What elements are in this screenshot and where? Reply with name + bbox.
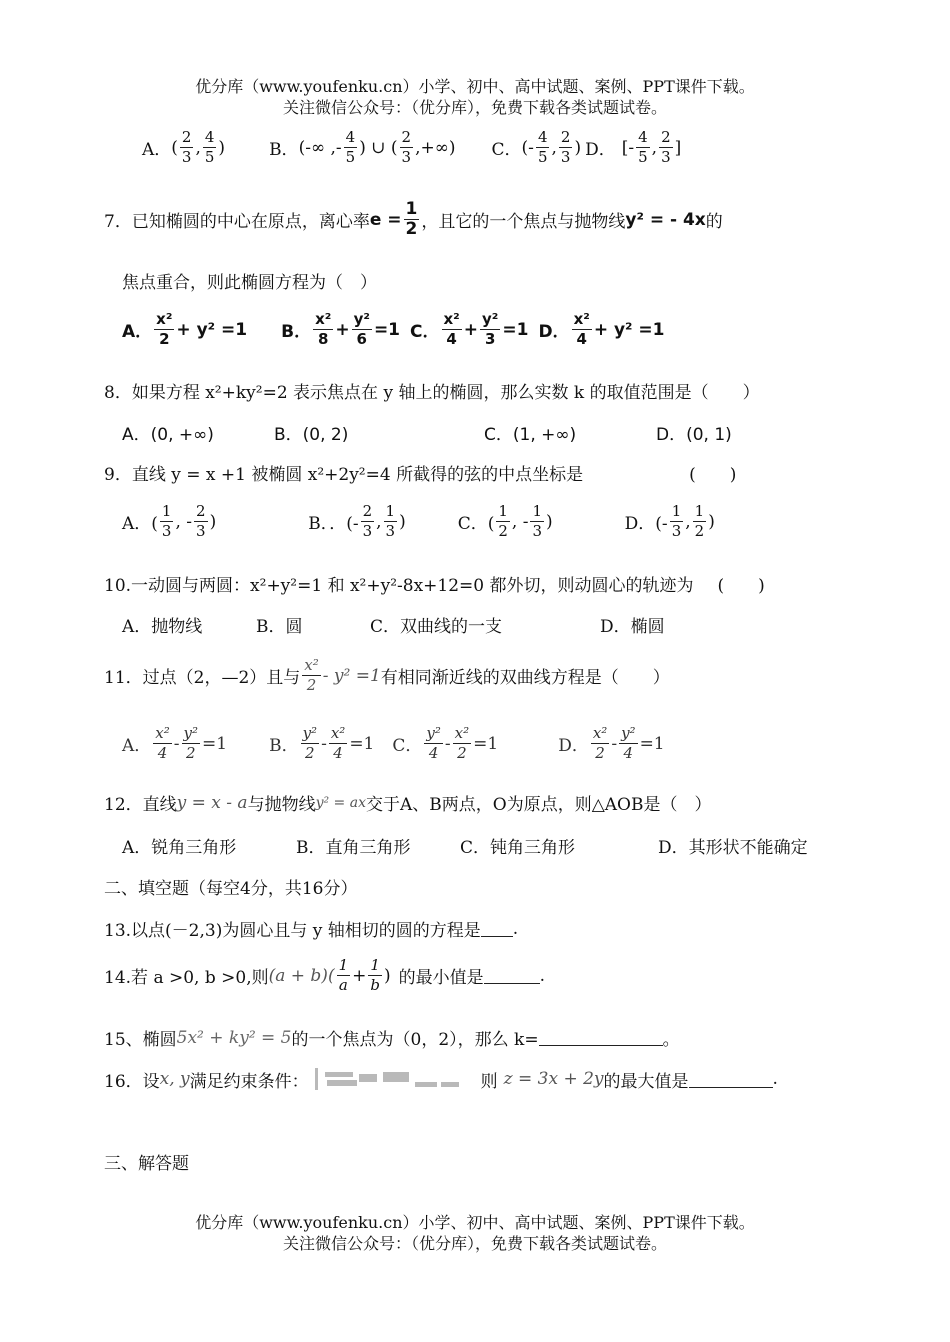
fraction <box>636 128 650 167</box>
question-text: 焦点重合，则此椭圆方程为（ ） <box>122 273 377 293</box>
fraction <box>302 656 320 695</box>
numerator: 1 <box>370 956 380 974</box>
equals-one: =1 <box>202 733 228 754</box>
question-text: 15、椭圆 <box>104 1030 177 1050</box>
numerator: y² <box>482 310 499 328</box>
question-text: 12．直线 <box>104 795 177 815</box>
denominator: 5 <box>638 148 648 166</box>
separator: , - <box>175 511 193 532</box>
fraction <box>530 502 544 541</box>
comma: , <box>651 137 658 158</box>
paren: ) <box>218 137 226 158</box>
q12-stem <box>104 790 711 815</box>
section-heading-fill-in <box>104 874 357 899</box>
denominator: 2 <box>498 522 508 540</box>
interval-text: ] <box>674 137 682 158</box>
header-line-1: 优分库（www.youfenku.cn）小学、初中、高中试题、案例、PPT课件下载。 <box>195 77 755 96</box>
q11-stem <box>104 656 670 695</box>
denominator: 3 <box>401 148 412 166</box>
equals-one: =1 <box>639 733 665 754</box>
option-b-label: B． <box>281 322 312 342</box>
numerator: y² <box>302 724 318 742</box>
q9-stem <box>104 460 736 485</box>
comma: , <box>195 137 201 158</box>
option-a-label: A． <box>122 322 153 342</box>
numerator: 1 <box>532 502 543 520</box>
question-text: 13.以点(－2,3)为圆心且与 y 轴相切的圆的方程是 <box>104 921 481 941</box>
paren: ) <box>708 511 715 532</box>
option-b-label: B． <box>269 736 299 756</box>
numerator: 4 <box>345 128 356 146</box>
denominator: 3 <box>362 522 373 540</box>
numerator: y² <box>183 724 199 742</box>
denominator: a <box>338 976 348 994</box>
numerator: 1 <box>498 502 508 520</box>
numerator: x² <box>592 724 608 742</box>
question-text: 的最大值是 <box>603 1071 689 1092</box>
denominator: 4 <box>333 744 343 762</box>
separator: , <box>376 511 382 532</box>
q11-options <box>122 724 665 763</box>
numerator: x² <box>443 310 460 328</box>
denominator: 2 <box>305 744 315 762</box>
denominator: 2 <box>694 522 705 540</box>
equation-text: =1 <box>502 319 529 340</box>
option-c: C．双曲线的一支 <box>370 617 503 637</box>
fraction <box>404 200 420 239</box>
denominator: 3 <box>196 522 206 540</box>
interval-text: (- <box>521 137 534 158</box>
question-text: 交于A、B两点，O为原点，则△AOB是（ ） <box>365 795 712 815</box>
fraction <box>182 724 201 763</box>
denominator: 3 <box>385 522 396 540</box>
numerator: 1 <box>405 199 418 219</box>
minus-sign: - <box>173 733 180 754</box>
q13-stem <box>104 916 518 941</box>
numerator: y² <box>353 310 370 328</box>
option-b: B．圆 <box>256 617 303 637</box>
numerator: 4 <box>638 128 648 146</box>
question-text: 16．设 <box>104 1071 160 1092</box>
answer-blank[interactable] <box>481 920 513 937</box>
denominator: 2 <box>405 219 418 239</box>
denominator: 6 <box>356 330 367 348</box>
fraction <box>619 724 638 763</box>
option-a: A．抛物线 <box>122 617 203 637</box>
denominator: 3 <box>560 148 571 166</box>
fraction <box>536 128 550 167</box>
interval-text: [- <box>621 137 635 158</box>
fraction <box>154 310 174 349</box>
denominator: 4 <box>428 744 439 762</box>
fraction <box>180 128 194 167</box>
paren: ) <box>399 511 406 532</box>
denominator: 3 <box>532 522 543 540</box>
option-b-label: B．．(- <box>308 514 359 534</box>
fraction <box>329 724 347 763</box>
option-a-label: A． <box>142 140 172 160</box>
fraction <box>203 128 217 167</box>
option-b: B．直角三角形 <box>296 838 411 858</box>
numerator: x² <box>330 724 346 742</box>
fraction <box>424 724 443 763</box>
q10-stem <box>104 571 765 596</box>
numerator: 1 <box>385 502 396 520</box>
fraction <box>194 502 208 541</box>
numerator: 1 <box>671 502 682 520</box>
denominator: 3 <box>181 148 192 166</box>
option-a: A．锐角三角形 <box>122 838 237 858</box>
plus-sign: + <box>335 319 350 340</box>
plus-sign: + <box>463 319 478 340</box>
answer-blank[interactable] <box>689 1071 773 1088</box>
equation-text: + y² =1 <box>593 319 665 340</box>
numerator: y² <box>426 724 441 742</box>
answer-blank[interactable] <box>539 1029 663 1046</box>
footer-line-2: 关注微信公众号：（优分库），免费下载各类试题试卷。 <box>282 1234 667 1253</box>
fraction <box>352 310 372 349</box>
numerator: 4 <box>204 128 215 146</box>
option-c: C．(1, +∞) <box>484 425 577 445</box>
answer-paren: ( ) <box>689 465 737 485</box>
ellipse-equation: 5x² + ky² = 5 <box>176 1027 292 1048</box>
question-text: 的一个焦点为（0，2），那么 k= <box>291 1030 539 1050</box>
question-text: 满足约束条件： <box>189 1071 309 1092</box>
parabola-equation: y² = ax <box>315 794 366 811</box>
fraction <box>313 310 333 349</box>
q6-options <box>142 128 681 167</box>
numerator: 2 <box>362 502 373 520</box>
question-text: 9．直线 y = x +1 被椭圆 x²+2y²=4 所截得的弦的中点坐标是 <box>104 465 584 485</box>
denominator: 2 <box>457 744 467 762</box>
numerator: x² <box>155 724 170 742</box>
fraction <box>384 502 398 541</box>
option-c-label: C． <box>410 322 440 342</box>
numerator: 2 <box>401 128 412 146</box>
numerator: 1 <box>694 502 705 520</box>
numerator: 4 <box>537 128 548 146</box>
numerator: 1 <box>161 502 172 520</box>
denominator: 5 <box>345 148 356 166</box>
numerator: x² <box>304 656 319 674</box>
denominator: 8 <box>317 330 329 348</box>
header-line-2: 关注微信公众号：（优分库），免费下载各类试题试卷。 <box>282 98 667 117</box>
option-d-label: D． <box>538 322 570 342</box>
option-a: A．(0, +∞) <box>122 425 214 445</box>
answer-paren: ( ) <box>717 576 765 596</box>
denominator: 2 <box>185 744 196 762</box>
equation-text: =1 <box>373 319 401 340</box>
denominator: 3 <box>161 522 172 540</box>
fraction <box>480 310 500 349</box>
section-title: 二、填空题（每空4分，共16分） <box>104 879 358 899</box>
q12-options <box>122 833 808 858</box>
constraint-image <box>315 1066 475 1092</box>
expression: (a + b)( <box>268 965 335 986</box>
interval-text: (-∞ ,- <box>298 137 342 158</box>
denominator: 4 <box>623 744 634 762</box>
union-text: ) ∪ ( <box>359 137 398 158</box>
denominator: 3 <box>661 148 671 166</box>
option-a-label: A．( <box>122 514 158 534</box>
fraction <box>442 310 462 349</box>
q7-stem <box>104 200 723 239</box>
equals-one: =1 <box>349 733 375 754</box>
fraction <box>453 724 471 763</box>
option-c-label: C． <box>392 736 423 756</box>
paren: ) <box>209 511 217 532</box>
option-d: D．其形状不能确定 <box>658 838 808 858</box>
minus-sign: - <box>444 733 451 754</box>
numerator: x² <box>156 310 173 328</box>
q8-options <box>122 420 732 445</box>
comma: , <box>551 137 557 158</box>
fraction <box>337 956 351 995</box>
fraction <box>301 724 320 763</box>
numerator: 2 <box>196 502 206 520</box>
fraction <box>572 310 592 349</box>
option-b-label: B． <box>269 140 299 160</box>
fraction <box>344 128 358 167</box>
paren: ) <box>383 965 391 986</box>
q7-stem-2 <box>122 268 377 293</box>
q14-stem <box>104 956 545 995</box>
denominator: 4 <box>446 330 457 348</box>
numerator: y² <box>621 724 636 742</box>
answer-blank[interactable] <box>484 967 540 984</box>
fraction <box>361 502 375 541</box>
section-title: 三、解答题 <box>104 1154 189 1174</box>
question-text: 14.若 a >0, b >0,则 <box>104 968 269 988</box>
fraction <box>368 956 382 995</box>
q16-stem <box>104 1066 778 1092</box>
page-header <box>0 76 950 118</box>
q10-options <box>122 612 665 637</box>
fraction <box>670 502 684 541</box>
fraction <box>153 724 171 763</box>
q7-options <box>122 310 665 349</box>
question-text: 7．已知椭圆的中心在原点，离心率 <box>104 212 370 232</box>
numerator: x² <box>454 724 470 742</box>
footer-line-1: 优分库（www.youfenku.cn）小学、初中、高中试题、案例、PPT课件下载。 <box>195 1213 755 1232</box>
option-d: D．椭圆 <box>600 617 665 637</box>
line-equation: y = x - a <box>176 792 248 813</box>
numerator: 1 <box>338 956 349 974</box>
option-c-label: C． <box>491 140 522 160</box>
equals-one: =1 <box>473 733 499 754</box>
period: . <box>772 1069 778 1089</box>
page-footer <box>0 1212 950 1254</box>
section-heading-solve <box>104 1149 189 1174</box>
denominator: 2 <box>595 744 605 762</box>
option-a-label: A． <box>122 736 152 756</box>
question-text: 的最小值是 <box>398 968 484 988</box>
option-d-label: D．(- <box>624 514 668 534</box>
denominator: 4 <box>157 744 168 762</box>
separator: , - <box>511 511 529 532</box>
paren: ) <box>546 511 553 532</box>
denominator: 2 <box>159 330 170 348</box>
question-text: 与抛物线 <box>247 795 316 815</box>
denominator: b <box>370 976 380 994</box>
numerator: x² <box>573 310 590 328</box>
option-d: D．(0, 1) <box>656 425 732 445</box>
question-text: 则 <box>480 1071 498 1092</box>
fraction <box>693 502 707 541</box>
option-b: B．(0, 2) <box>274 425 349 445</box>
fraction <box>659 128 673 167</box>
parabola-equation: y² = - 4x <box>625 209 706 230</box>
fraction <box>160 502 174 541</box>
denominator: 2 <box>306 676 317 694</box>
denominator: 5 <box>537 148 548 166</box>
option-c-label: C．( <box>457 514 495 534</box>
numerator: 2 <box>181 128 192 146</box>
fraction <box>559 128 573 167</box>
fraction <box>591 724 609 763</box>
paren: ( <box>171 137 178 158</box>
question-text: 有相同渐近线的双曲线方程是（ ） <box>380 668 670 688</box>
equation-text: - y² =1 <box>322 665 381 686</box>
denominator: 4 <box>576 330 587 348</box>
question-text: ，且它的一个焦点与抛物线 <box>421 212 626 232</box>
plus-sign: + <box>352 965 367 986</box>
fraction <box>496 502 510 541</box>
variables: x, y <box>159 1069 190 1089</box>
interval-text: ,+∞) <box>415 137 456 158</box>
fraction <box>400 128 414 167</box>
minus-sign: - <box>321 733 327 754</box>
q15-stem <box>104 1025 680 1050</box>
q8-stem <box>104 378 760 403</box>
numerator: 2 <box>661 128 671 146</box>
option-c: C．钝角三角形 <box>460 838 576 858</box>
minus-sign: - <box>611 733 618 754</box>
objective-function: z = 3x + 2y <box>503 1069 604 1089</box>
question-text: 10.一动圆与两圆：x²+y²=1 和 x²+y²-8x+12=0 都外切，则动圆心的轨迹为 <box>104 576 694 596</box>
denominator: 3 <box>484 330 496 348</box>
question-text: 的 <box>705 212 723 232</box>
separator: , <box>685 511 691 532</box>
period: . <box>512 918 519 939</box>
eccentricity-label: e = <box>369 209 402 230</box>
question-text: 11．过点（2，—2）且与 <box>104 668 301 688</box>
period: . <box>539 965 546 986</box>
numerator: 2 <box>560 128 571 146</box>
option-d-label: D． <box>558 736 589 756</box>
interval-text: ) <box>574 137 582 158</box>
equation-text: + y² =1 <box>176 319 248 340</box>
option-d-label: D． <box>585 140 616 160</box>
denominator: 3 <box>671 522 682 540</box>
period: 。 <box>662 1030 680 1050</box>
question-text: 8．如果方程 x²+ky²=2 表示焦点在 y 轴上的椭圆，那么实数 k 的取值范围是（ ） <box>104 383 760 403</box>
q9-options <box>122 502 715 541</box>
numerator: x² <box>315 310 332 328</box>
denominator: 5 <box>204 148 215 166</box>
